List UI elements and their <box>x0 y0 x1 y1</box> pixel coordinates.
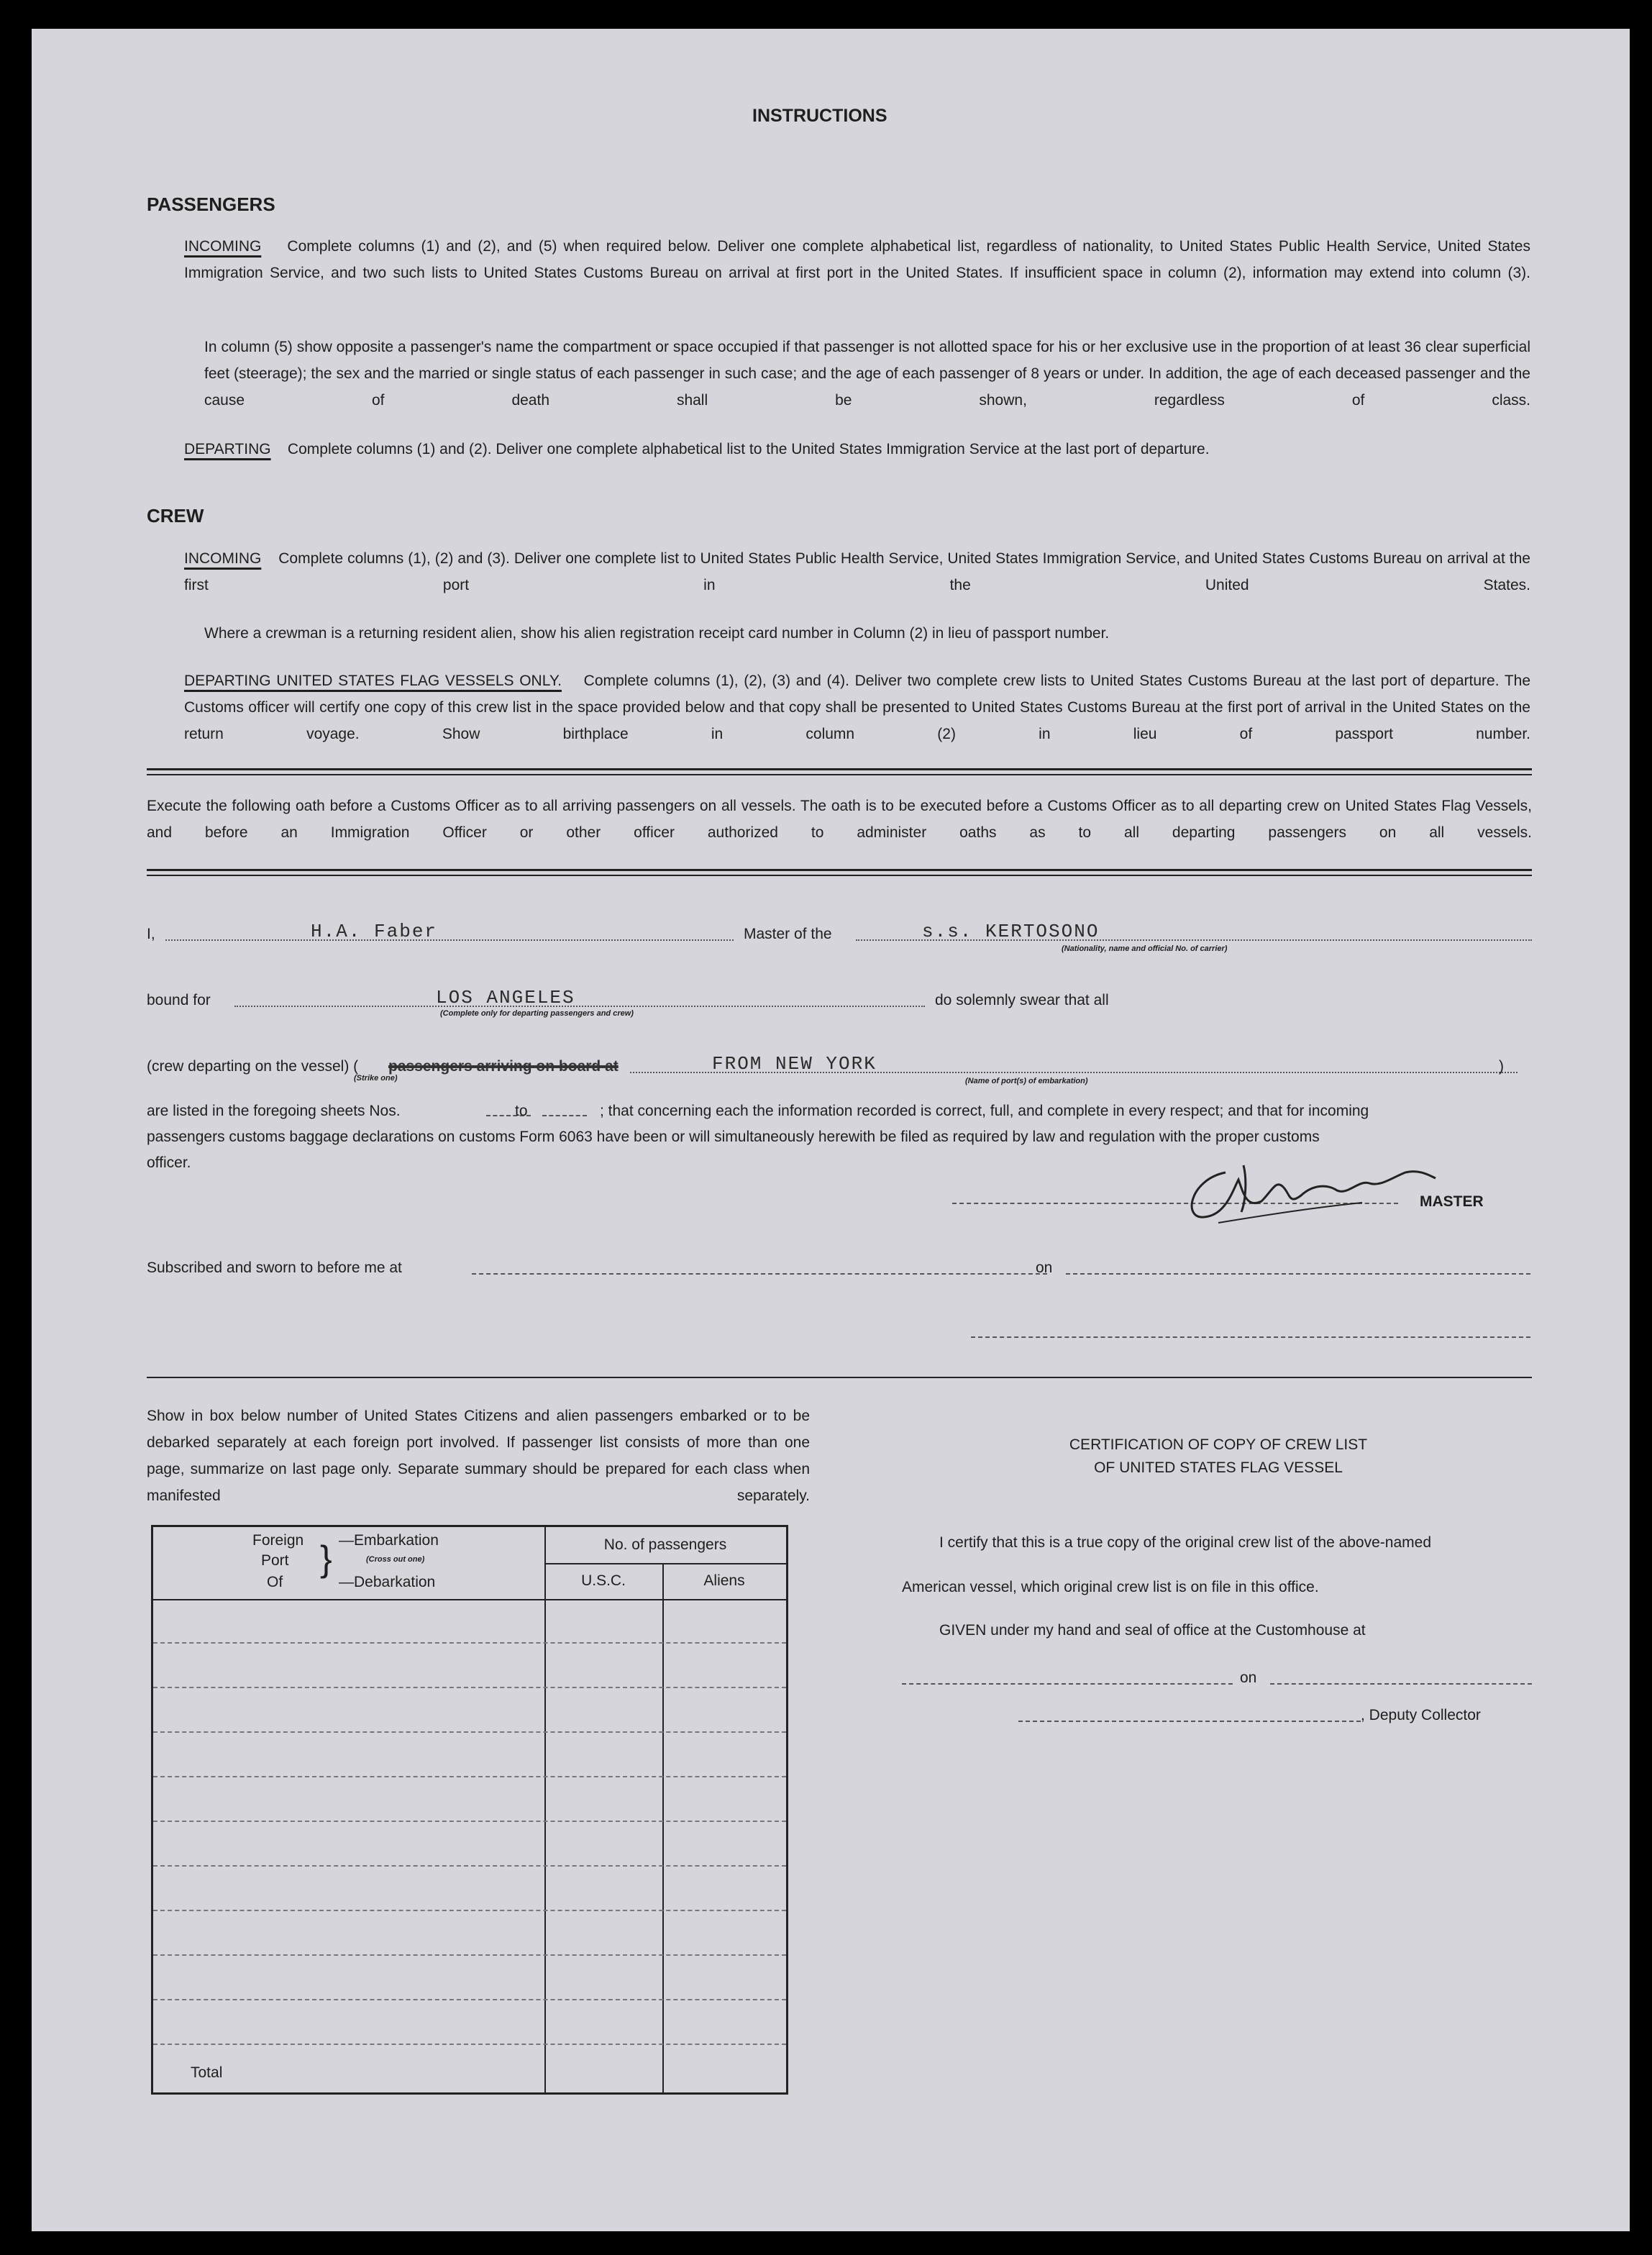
cross-out-caption: (Cross out one) <box>366 1555 425 1564</box>
certification-heading-1: CERTIFICATION OF COPY OF CREW LIST <box>1069 1436 1368 1453</box>
passenger-summary-table <box>151 1525 788 2095</box>
port-caption: (Name of port(s) of embarkation) <box>965 1077 1088 1085</box>
debarkation-option: —Debarkation <box>339 1574 436 1590</box>
passengers-departing-label: DEPARTING <box>184 441 271 457</box>
customhouse-place-line <box>902 1683 1233 1685</box>
table-row[interactable] <box>153 1999 786 2000</box>
table-row[interactable] <box>153 1954 786 1956</box>
master-name-line <box>165 939 734 941</box>
deputy-collector-label: , Deputy Collector <box>1361 1707 1481 1723</box>
bound-for-line <box>234 1006 925 1007</box>
given-line: GIVEN under my hand and seal of office at the Customhouse at <box>939 1622 1366 1639</box>
subscribed-label: Subscribed and sworn to before me at <box>147 1259 402 1276</box>
master-of-label: Master of the <box>744 926 832 942</box>
oath-i-label: I, <box>147 926 155 942</box>
table-row[interactable] <box>153 1776 786 1777</box>
passengers-departing-paragraph <box>184 436 1210 463</box>
passengers-incoming-label: INCOMING <box>184 238 262 255</box>
listed-text-3: passengers customs baggage declarations on customs Form 6063 have been or will simultaneously herewith be filed as required by law and regulation with the proper customs <box>147 1129 1320 1145</box>
subscribed-place-line <box>472 1273 1047 1275</box>
page-title: INSTRUCTIONS <box>752 106 887 126</box>
port-field[interactable]: FROM NEW YORK <box>712 1053 877 1075</box>
crew-incoming-text: Complete columns (1), (2) and (3). Deliver one complete list to United States Public Health Service, United States Immigration Service, and United States Customs Bureau on arrival at the first port in the United States. <box>184 550 1530 593</box>
table-row[interactable] <box>153 1642 786 1644</box>
deputy-signature-line <box>1018 1721 1361 1722</box>
officer-signature-line <box>971 1336 1530 1338</box>
bound-for-label: bound for <box>147 992 211 1008</box>
oath-instructions: Execute the following oath before a Customs Officer as to all arriving passengers on all vessels. The oath is to be executed before a Customs Officer as to all departing crew on United States Flag Vessels, and before an Immigration Officer or other officer authorized to administer oaths as to all departing passengers on all vessels. <box>147 798 1532 841</box>
table-row[interactable] <box>153 2044 786 2045</box>
crew-departing-paragraph <box>184 668 1530 774</box>
table-row[interactable] <box>153 1865 786 1867</box>
passengers-heading: PASSENGERS <box>147 193 275 215</box>
subscribed-on-label: on <box>1036 1259 1053 1276</box>
passengers-incoming-text: Complete columns (1) and (2), and (5) when required below. Deliver one complete alphabetical list, regardless of nationality, to United States Public Health Service, United States Immigration Service, and two such lists to United States Customs Bureau on arrival at first port in the United States. If insufficient space in column (2), information may extend into column (3). <box>184 238 1530 281</box>
crew-incoming-label: INCOMING <box>184 550 262 567</box>
usc-header: U.S.C. <box>581 1572 626 1589</box>
swear-label: do solemnly swear that all <box>935 992 1109 1008</box>
close-paren: ) <box>1499 1058 1504 1075</box>
crew-departing-text: Complete columns (1), (2), (3) and (4). Deliver two complete crew lists to United States Customs Bureau at the last port of departure. The Customs officer will certify one copy of this crew list in the space provided below and that copy shall be presented to United States Customs Bureau at the first port of arrival in the United States on the return voyage. Show birthplace in column (2) in lieu of passport number. <box>184 673 1531 742</box>
crew-heading: CREW <box>147 505 204 527</box>
vessel-field[interactable]: s.s. KERTOSONO <box>922 921 1100 942</box>
subscribed-date-line <box>1066 1273 1530 1275</box>
col-port: Port <box>261 1552 289 1569</box>
table-row[interactable] <box>153 1910 786 1911</box>
aliens-header: Aliens <box>703 1572 745 1589</box>
master-name-field[interactable]: H.A. Faber <box>311 921 438 942</box>
crew-incoming-paragraph <box>184 545 1530 625</box>
divider-rule <box>147 869 1532 871</box>
passengers-column5-paragraph: In column (5) show opposite a passenger's name the compartment or space occupied if that passenger is not allotted space for his or her exclusive use in the proportion of at least 36 clear superficial feet (steerage); the sex and the married or single status of each passenger in such case; and the age of each passenger of 8 years or under. In addition, the age of each deceased passenger and the cause of death shall be shown, regardless of class. <box>204 339 1530 409</box>
passengers-departing-text: Complete columns (1) and (2). Deliver one complete alphabetical list to the United States Immigration Service at the last port of departure. <box>287 441 1210 457</box>
embarkation-option: —Embarkation <box>339 1532 439 1549</box>
listed-text-1: are listed in the foregoing sheets Nos. <box>147 1103 401 1119</box>
crew-departing-label-oath: (crew departing on the vessel) ( <box>147 1058 359 1075</box>
divider-rule <box>147 875 1532 876</box>
listed-text-2: ; that concerning each the information recorded is correct, full, and complete in every respect; and that for incoming <box>600 1103 1369 1119</box>
certification-on-label: on <box>1240 1669 1257 1686</box>
col-of: Of <box>267 1574 283 1590</box>
to-label: to <box>515 1103 528 1119</box>
table-row[interactable] <box>153 1687 786 1688</box>
brace: } <box>320 1539 332 1579</box>
column-divider <box>662 1564 664 2092</box>
strike-caption: (Strike one) <box>354 1074 398 1083</box>
crew-departing-label: DEPARTING UNITED STATES FLAG VESSELS ONLY. <box>184 673 562 689</box>
bound-for-field[interactable]: LOS ANGELES <box>436 987 575 1008</box>
struck-passengers-text: passengers arriving on board at <box>388 1058 619 1075</box>
header-divider <box>544 1563 786 1564</box>
divider-rule <box>147 768 1532 770</box>
vessel-caption: (Nationality, name and official No. of carrier) <box>1062 944 1228 953</box>
master-label: MASTER <box>1420 1193 1484 1210</box>
listed-text-4: officer. <box>147 1154 191 1171</box>
divider-rule <box>147 774 1532 775</box>
document-page <box>32 29 1630 2231</box>
no-passengers-header: No. of passengers <box>603 1536 727 1553</box>
column-divider <box>544 1527 546 2092</box>
certification-date-line <box>1270 1683 1532 1685</box>
table-row[interactable] <box>153 1821 786 1822</box>
sheets-to-line <box>542 1115 587 1116</box>
summary-instructions: Show in box below number of United States Citizens and alien passengers embarked or to be debarked separately at each foreign port involved. If passenger list consists of more than one page, summarize on last page only. Separate summary should be prepared for each class when manifested separately. <box>147 1408 810 1504</box>
certify-line-1: I certify that this is a true copy of the original crew list of the above-named <box>939 1534 1431 1551</box>
crew-resident-paragraph: Where a crewman is a returning resident alien, show his alien registration receipt card number in Column (2) in lieu of passport number. <box>204 625 1110 642</box>
table-row[interactable] <box>153 1731 786 1733</box>
total-label: Total <box>191 2064 223 2081</box>
col-foreign: Foreign <box>252 1532 304 1549</box>
divider-rule <box>147 1377 1532 1378</box>
passengers-incoming-paragraph <box>184 233 1530 313</box>
bound-caption: (Complete only for departing passengers and crew) <box>440 1009 634 1018</box>
certify-line-2: American vessel, which original crew list is on file in this office. <box>902 1579 1319 1595</box>
certification-heading-2: OF UNITED STATES FLAG VESSEL <box>1094 1459 1343 1476</box>
header-bottom <box>153 1599 786 1600</box>
